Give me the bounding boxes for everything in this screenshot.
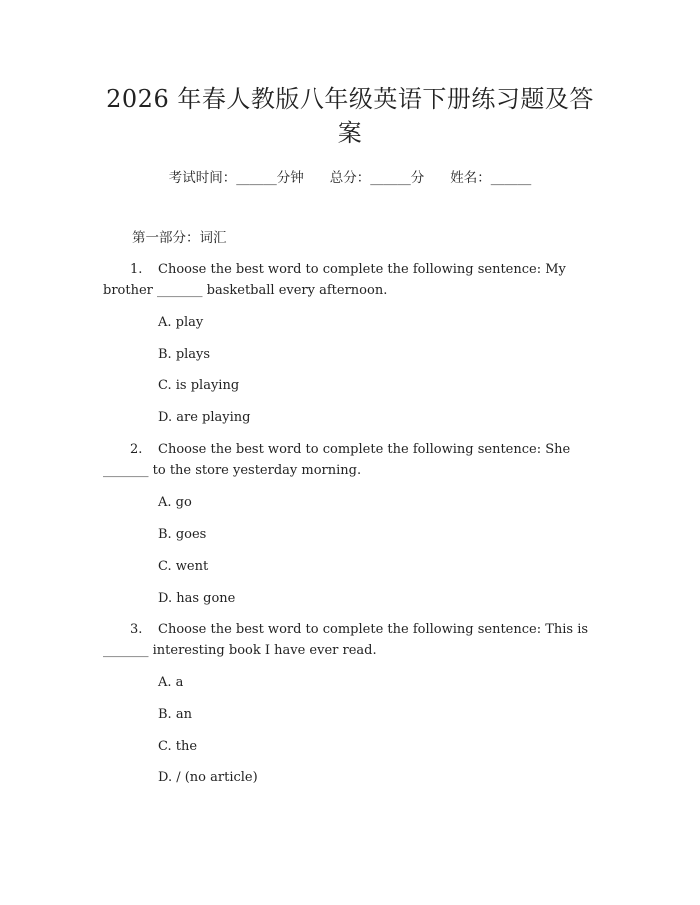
question-1-option-a: A. play bbox=[158, 315, 204, 330]
question-3-option-d: D. / (no article) bbox=[158, 770, 258, 785]
question-2-option-c: C. went bbox=[158, 559, 209, 574]
question-3-option-c: C. the bbox=[158, 739, 198, 754]
question-2 bbox=[103, 440, 603, 460]
question-1-option-b: B. plays bbox=[158, 347, 211, 362]
question-3-text-line-1: Choose the best word to complete the following sentence: This is bbox=[158, 622, 589, 637]
question-3-option-b: B. an bbox=[158, 707, 192, 722]
student-name-field: 姓名：______ bbox=[450, 170, 532, 186]
question-2-text-line-1: Choose the best word to complete the following sentence: She bbox=[158, 442, 571, 457]
question-2-option-b: B. goes bbox=[158, 527, 207, 542]
exam-info-row bbox=[0, 168, 700, 188]
question-1-option-c: C. is playing bbox=[158, 378, 240, 393]
question-2-text-line-2: _______ to the store yesterday morning. bbox=[103, 463, 362, 478]
section-title: 第一部分：词汇 bbox=[132, 230, 227, 246]
total-score-field: 总分：______分 bbox=[329, 170, 425, 186]
exam-time-field: 考试时间：______分钟 bbox=[168, 170, 304, 186]
question-2-option-a: A. go bbox=[158, 495, 192, 510]
document-title-line-2: 案 bbox=[337, 119, 363, 147]
question-3-option-a: A. a bbox=[158, 675, 184, 690]
question-2-option-d: D. has gone bbox=[158, 591, 236, 606]
question-1-text-line-2: brother _______ basketball every afternoon. bbox=[103, 283, 388, 298]
question-3 bbox=[103, 620, 603, 640]
question-1 bbox=[103, 260, 603, 280]
question-3-number: 3. bbox=[130, 622, 143, 637]
document-title-line-1: 2026 年春人教版八年级英语下册练习题及答 bbox=[106, 85, 594, 113]
question-1-option-d: D. are playing bbox=[158, 410, 251, 425]
question-2-number: 2. bbox=[130, 442, 143, 457]
question-1-number: 1. bbox=[130, 262, 143, 277]
question-1-text-line-1: Choose the best word to complete the following sentence: My bbox=[158, 262, 566, 277]
question-3-text-line-2: _______ interesting book I have ever read. bbox=[103, 643, 377, 658]
